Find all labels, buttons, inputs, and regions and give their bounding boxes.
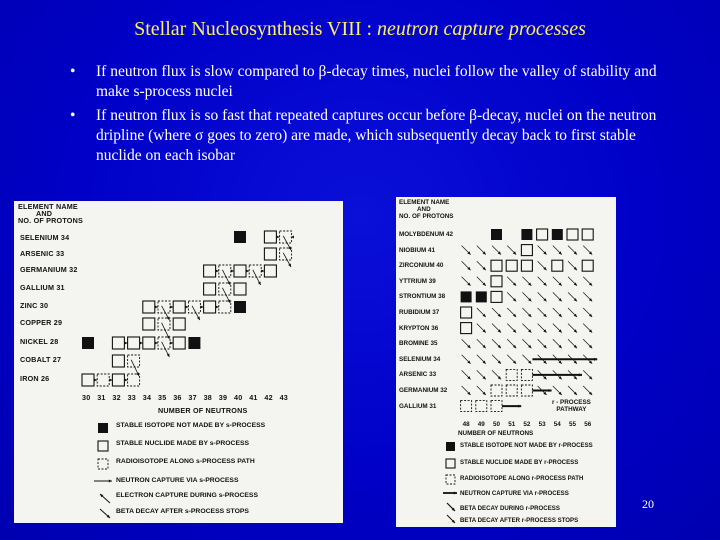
legend-text: STABLE NUCLIDE MADE BY s-PROCESS [116, 440, 250, 447]
stable-made-square [491, 291, 502, 302]
stable-made-square [173, 301, 185, 313]
bullet-item [70, 106, 680, 166]
stable-made-square [264, 231, 276, 243]
radioisotope-square [188, 301, 200, 313]
neutron-tick-label: 51 [508, 421, 516, 428]
legend-text: RADIOISOTOPE ALONG s-PROCESS PATH [116, 458, 255, 465]
stable-made-square [264, 265, 276, 277]
neutron-tick-label: 56 [584, 421, 592, 428]
stable-made-square [521, 245, 532, 256]
radioisotope-square [446, 475, 455, 484]
axis-label: NUMBER OF NEUTRONS [458, 430, 534, 437]
element-header [18, 203, 83, 224]
element-label: NIOBIUM 41 [399, 246, 436, 254]
path-label-line: r - PROCESS [552, 399, 591, 406]
element-label: RUBIDIUM 37 [399, 309, 440, 316]
stable-not-made-square [98, 423, 108, 433]
bullet-marker: • [70, 107, 76, 124]
neutron-tick-label: 40 [234, 393, 243, 402]
neutron-tick-label: 48 [462, 421, 470, 428]
neutron-capture-arrow-head [216, 269, 219, 272]
path-label-line: PATHWAY [556, 406, 587, 413]
stable-not-made-square [552, 229, 563, 240]
element-label: BROMINE 35 [399, 340, 438, 348]
neutron-tick-label: 32 [112, 393, 121, 402]
stable-made-square [461, 307, 472, 318]
element-header [399, 199, 453, 220]
stable-made-square [112, 337, 124, 349]
slide-title [0, 18, 720, 41]
radioisotope-square [521, 369, 532, 380]
neutron-tick-label: 43 [279, 393, 288, 402]
radioisotope-square [98, 459, 108, 469]
neutron-tick-label: 41 [249, 393, 258, 402]
path-label [552, 399, 591, 413]
stable-made-square [234, 265, 246, 277]
stable-made-square [461, 323, 472, 334]
neutron-capture-arrow-head [246, 269, 249, 272]
neutron-tick-label: 33 [127, 393, 136, 402]
neutron-tick-label: 50 [493, 421, 501, 428]
bullet-list [70, 62, 680, 170]
stable-made-square [446, 459, 455, 468]
radioisotope-square [219, 301, 231, 313]
r-process-capture-arrow-head [579, 373, 582, 376]
stable-made-square [98, 441, 108, 451]
stable-not-made-square [476, 291, 487, 302]
legend-capture-arrow-head [454, 491, 457, 494]
neutron-tick-label: 42 [264, 393, 273, 402]
neutron-capture-arrow-head [155, 341, 158, 344]
stable-made-square [143, 301, 155, 313]
r-process-capture-arrow-head [548, 389, 551, 392]
neutron-tick-label: 53 [538, 421, 546, 428]
radioisotope-square [280, 248, 292, 260]
stable-made-square [552, 260, 563, 271]
header-line: ELEMENT NAME [399, 199, 450, 206]
element-label: ZINC 30 [20, 301, 49, 310]
radioisotope-square [506, 385, 517, 396]
neutron-capture-arrow-head [276, 235, 279, 238]
legend-capture-arrow-head [109, 479, 112, 482]
element-label: STRONTIUM 38 [399, 293, 446, 301]
s-process-figure [14, 201, 343, 523]
header-line: ELEMENT NAME [18, 202, 78, 211]
stable-not-made-square [82, 337, 94, 349]
element-label: NICKEL 28 [20, 337, 59, 346]
r-process-capture-arrow-head [518, 405, 521, 408]
legend-text: RADIOISOTOPE ALONG r-PROCESS PATH [460, 475, 584, 482]
header-line: NO. OF PROTONS [399, 213, 454, 220]
title-italic: neutron capture processes [377, 18, 586, 40]
radioisotope-square [491, 401, 502, 412]
stable-made-square [264, 248, 276, 260]
radioisotope-square [128, 374, 140, 386]
element-label: SELENIUM 34 [399, 355, 441, 363]
stable-made-square [112, 374, 124, 386]
element-label: COPPER 29 [20, 318, 63, 327]
element-label: COBALT 27 [20, 355, 62, 364]
bullet-item [70, 62, 680, 102]
element-label: GERMANIUM 32 [20, 265, 78, 274]
element-label: KRYPTON 36 [399, 324, 439, 332]
legend-text: NEUTRON CAPTURE VIA s-PROCESS [116, 477, 239, 484]
element-label: ARSENIC 33 [20, 249, 65, 258]
radioisotope-square [491, 385, 502, 396]
radioisotope-square [461, 401, 472, 412]
neutron-tick-label: 49 [477, 421, 485, 428]
neutron-tick-label: 34 [142, 393, 152, 402]
element-label: GALLIUM 31 [20, 283, 65, 292]
neutron-tick-label: 31 [97, 393, 106, 402]
stable-not-made-square [521, 229, 532, 240]
element-label: GERMANIUM 32 [399, 387, 448, 394]
radioisotope-square [506, 369, 517, 380]
bullet-text: If neutron flux is so fast that repeated captures occur before β-decay, nuclei on the neutron dripline (where σ goes to zero) are made, which subsequently decay back to first stable nuclide on each isobar [96, 107, 657, 164]
neutron-capture-arrow-head [155, 305, 158, 308]
stable-made-square [567, 229, 578, 240]
radioisotope-square [476, 401, 487, 412]
neutron-capture-arrow-head [216, 305, 219, 308]
neutron-capture-arrow-head [124, 378, 127, 381]
stable-made-square [143, 337, 155, 349]
stable-made-square [173, 337, 185, 349]
element-label: MOLYBDENUM 42 [399, 231, 453, 238]
stable-made-square [234, 283, 246, 295]
stable-made-square [521, 260, 532, 271]
bullet-text: If neutron flux is slow compared to β-decay times, nuclei follow the valley of stability and make s-process nuclei [96, 63, 657, 100]
stable-made-square [491, 276, 502, 287]
neutron-tick-label: 38 [203, 393, 212, 402]
element-label: ARSENIC 33 [399, 371, 437, 379]
stable-not-made-square [461, 291, 472, 302]
element-label: IRON 26 [20, 374, 50, 383]
neutron-tick-label: 35 [158, 393, 167, 402]
legend-text: BETA DECAY AFTER s-PROCESS STOPS [116, 508, 249, 515]
radioisotope-square [280, 231, 292, 243]
stable-made-square [204, 265, 216, 277]
stable-made-square [491, 260, 502, 271]
neutron-tick-label: 37 [188, 393, 197, 402]
legend-text: STABLE NUCLIDE MADE BY r-PROCESS [460, 459, 579, 466]
neutron-tick-label: 39 [218, 393, 228, 402]
stable-not-made-square [234, 231, 246, 243]
header-line: NO. OF PROTONS [18, 216, 83, 225]
bullet-marker: • [70, 63, 76, 80]
element-label: YTTRIUM 39 [399, 277, 436, 285]
page-number: 20 [642, 497, 654, 511]
legend-text: STABLE ISOTOPE NOT MADE BY r-PROCESS [460, 442, 593, 449]
stable-made-square [204, 301, 216, 313]
r-process-figure [396, 197, 616, 527]
stable-made-square [82, 374, 94, 386]
neutron-tick-label: 54 [553, 421, 561, 428]
legend-text: ELECTRON CAPTURE DURING s-PROCESS [116, 492, 258, 499]
legend-text: NEUTRON CAPTURE VIA r-PROCESS [460, 490, 569, 497]
stable-made-square [582, 229, 593, 240]
legend-text: BETA DECAY AFTER r-PROCESS STOPS [460, 517, 579, 524]
stable-made-square [506, 260, 517, 271]
stable-not-made-square [188, 337, 200, 349]
header-line: AND [36, 209, 53, 218]
radioisotope-square [97, 374, 109, 386]
axis-label: NUMBER OF NEUTRONS [158, 406, 248, 415]
radioisotope-square [521, 385, 532, 396]
element-label: GALLIUM 31 [399, 402, 437, 410]
stable-made-square [582, 260, 593, 271]
stable-not-made-square [491, 229, 502, 240]
stable-made-square [537, 229, 548, 240]
neutron-capture-arrow-head [94, 378, 97, 381]
neutron-tick-label: 52 [523, 421, 531, 428]
neutron-capture-arrow-head [185, 305, 188, 308]
neutron-tick-label: 36 [173, 393, 182, 402]
neutron-tick-label: 30 [82, 393, 91, 402]
legend-text: BETA DECAY DURING r-PROCESS [460, 505, 560, 512]
element-label: SELENIUM 34 [20, 233, 70, 242]
stable-made-square [204, 283, 216, 295]
stable-not-made-square [446, 442, 455, 451]
stable-not-made-square [234, 301, 246, 313]
stable-made-square [143, 318, 155, 330]
legend-text: STABLE ISOTOPE NOT MADE BY s-PROCESS [116, 422, 266, 429]
neutron-tick-label: 55 [569, 421, 577, 428]
stable-made-square [173, 318, 185, 330]
stable-made-square [112, 355, 124, 367]
header-line: AND [417, 206, 431, 213]
stable-made-square [128, 337, 140, 349]
title-main: Stellar Nucleosynthesis VIII : [134, 18, 378, 40]
r-process-capture-arrow-head [594, 358, 597, 361]
radioisotope-square [158, 301, 170, 313]
element-label: ZIRCONIUM 40 [399, 262, 444, 270]
